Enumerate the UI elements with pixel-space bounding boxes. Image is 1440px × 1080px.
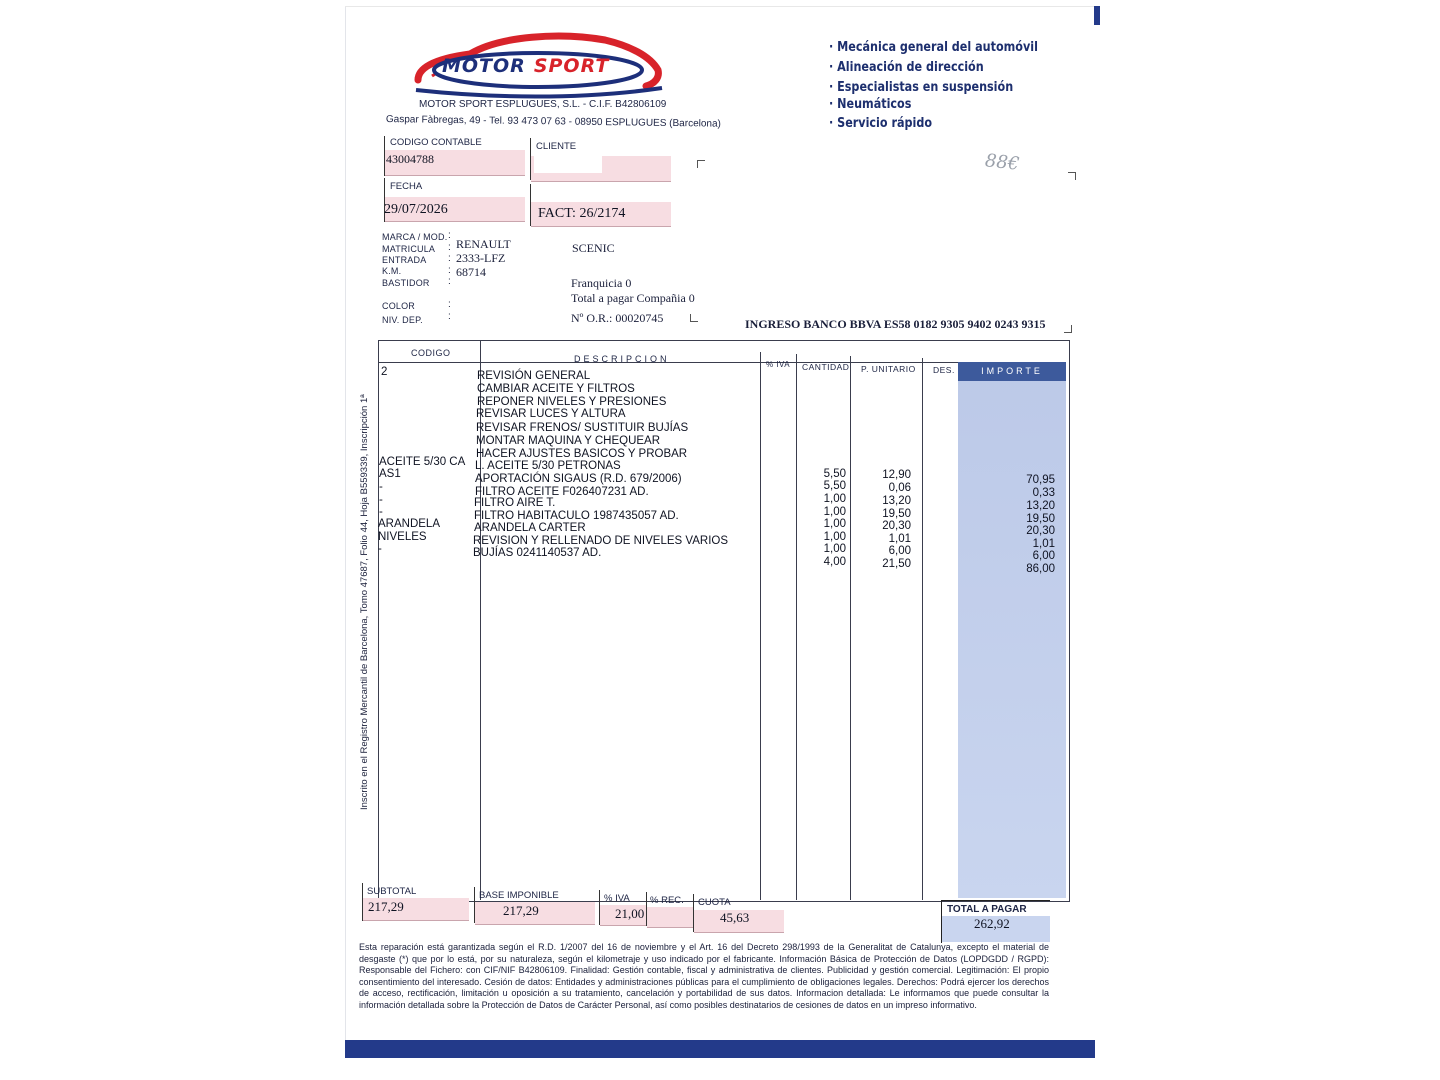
item-importe: 86,00 xyxy=(1026,563,1055,575)
item-importe: 6,00 xyxy=(1032,550,1055,562)
item-description: REVISAR LUCES Y ALTURA xyxy=(476,408,626,420)
cuota-value: 45,63 xyxy=(720,910,750,925)
item-code: ACEITE 5/30 CA xyxy=(379,456,466,468)
total-value: 262,92 xyxy=(974,916,1010,931)
item-importe: 19,50 xyxy=(1026,513,1055,525)
fecha-value: 29/07/2026 xyxy=(384,202,448,217)
item-cantidad: 1,00 xyxy=(823,518,846,530)
service-item-5: · Servicio rápido xyxy=(829,116,933,131)
item-unitario: 12,90 xyxy=(882,469,911,481)
page-edge-marker xyxy=(1094,6,1100,25)
codigo-contable-value: 43004788 xyxy=(386,152,434,166)
subtotal-value: 217,29 xyxy=(368,899,404,914)
col-divider xyxy=(850,356,851,900)
color-label: COLOR xyxy=(382,301,416,311)
service-item-3: · Especialistas en suspensión xyxy=(829,80,1014,95)
corner-mark xyxy=(1068,172,1076,180)
item-importe: 70,95 xyxy=(1026,474,1055,486)
item-cantidad: 5,50 xyxy=(823,468,846,480)
service-item-4: · Neumáticos xyxy=(829,97,912,112)
orden-reparacion: Nº O.R.: 00020745 xyxy=(571,311,664,325)
item-importe: 20,30 xyxy=(1026,525,1055,537)
base-imponible-value: 217,29 xyxy=(503,903,539,918)
item-description: APORTACIÓN SIGAUS (R.D. 679/2006) xyxy=(475,473,682,485)
logo-word-motor: MOTOR xyxy=(442,55,526,77)
cliente-redaction xyxy=(534,155,602,173)
marca-label: MARCA / MOD. xyxy=(382,232,448,242)
item-cantidad: 1,00 xyxy=(823,543,846,555)
total-label: TOTAL A PAGAR xyxy=(947,904,1027,915)
handwritten-note: 88€ xyxy=(983,150,1021,175)
item-cantidad: 4,00 xyxy=(823,556,846,568)
km-value: 68714 xyxy=(456,265,486,279)
item-description: FILTRO ACEITE F026407231 AD. xyxy=(475,486,649,498)
recargo-field xyxy=(647,907,693,928)
item-description: L. ACEITE 5/30 PETRONAS xyxy=(475,460,621,472)
marca-value: RENAULT xyxy=(456,237,511,251)
importe-column xyxy=(958,362,1066,898)
item-description: MONTAR MAQUINA Y CHEQUEAR xyxy=(476,435,661,447)
item-code: - xyxy=(379,506,383,518)
item-unitario: 20,30 xyxy=(882,520,911,532)
codigo-contable-label: CODIGO CONTABLE xyxy=(390,137,482,148)
matricula-value: 2333-LFZ xyxy=(456,251,506,265)
item-code: ARANDELA xyxy=(378,518,440,530)
franquicia-value: Franquicia 0 xyxy=(571,276,632,290)
codigo-header: CODIGO xyxy=(411,348,451,358)
item-unitario: 13,20 xyxy=(882,495,911,507)
fecha-label: FECHA xyxy=(390,181,423,192)
km-label: K.M. xyxy=(382,266,402,276)
item-code: - xyxy=(379,481,383,493)
descripcion-header: DESCRIPCION xyxy=(574,354,670,364)
corner-mark xyxy=(1064,325,1072,333)
item-cantidad: 1,00 xyxy=(823,506,846,518)
motor-sport-logo xyxy=(410,26,666,102)
corner-mark xyxy=(690,314,698,322)
item-description: BUJÍAS 0241140537 AD. xyxy=(473,547,602,559)
item-code: 2 xyxy=(381,366,388,378)
col-divider xyxy=(796,354,797,900)
item-description: FILTRO AIRE T. xyxy=(474,497,556,509)
logo-word-sport: SPORT xyxy=(533,55,610,77)
total-compania-value: Total a pagar Compañia 0 xyxy=(571,291,695,305)
page-bottom-band xyxy=(345,1040,1095,1058)
item-description: REPONER NIVELES Y PRESIONES xyxy=(477,396,667,408)
item-description: REVISAR FRENOS/ SUSTITUIR BUJÍAS xyxy=(476,422,689,434)
item-cantidad: 1,00 xyxy=(823,531,846,543)
cantidad-header: CANTIDAD xyxy=(802,362,850,372)
item-unitario: 21,50 xyxy=(882,558,911,570)
item-importe: 0,33 xyxy=(1032,487,1055,499)
col-divider xyxy=(922,358,923,900)
item-description: REVISION Y RELLENADO DE NIVELES VARIOS xyxy=(473,535,729,547)
legal-notice: Esta reparación está garantizada según el R.D. 1/2007 del 16 de noviembre y el Art. 16 del Decreto 298/1993 de la Generalitat de Catalunya, excepto el material de desgaste (*) que por lo está, por su naturaleza, según el kilometraje y uso indicado por el fabricante. Información Básica de Protección de Datos (LOPDGDD / RGPD): Responsable del Fichero: con CIF/NIF B42806109. Finalidad: Gestión contable, fiscal y administrativa de clientes. Publicidad y gestión comercial. Legitimación: El propio consentimiento del interesado. Cesión de datos: Entidades y administraciones públicas para el cumplimiento de obligaciones legales. Derechos: Podrá ejercer los derechos de acceso, rectificación, limitación u oposición a su tratamiento, cancelación y portabilidad de sus datos. Informacion detallada: Le informamos que puede consultar la información detallada sobre la Protección de Datos de Carácter Personal, así como posibles destinatarios de cesiones de datos en un impreso informativo. xyxy=(359,942,1049,1010)
base-imponible-label: BASE IMPONIBLE xyxy=(479,890,559,901)
matricula-label: MATRICULA xyxy=(382,244,436,254)
logo-wordmark xyxy=(442,55,609,77)
nivel-deposito-label: NIV. DEP. xyxy=(382,315,423,325)
page-top-edge xyxy=(345,6,1095,7)
vehicle-colons: : : : : : : : xyxy=(448,230,451,322)
item-unitario: 19,50 xyxy=(882,508,911,520)
service-item-1: · Mecánica general del automóvil xyxy=(829,40,1038,55)
item-description: FILTRO HABITACULO 1987435057 AD. xyxy=(474,510,679,522)
item-description: ARANDELA CARTER xyxy=(474,522,586,534)
bastidor-label: BASTIDOR xyxy=(382,278,430,288)
item-unitario: 6,00 xyxy=(888,545,911,557)
ingreso-banco: INGRESO BANCO BBVA ES58 0182 9305 9402 0243 9315 xyxy=(745,317,1046,331)
col-divider xyxy=(760,352,761,900)
item-cantidad: 1,00 xyxy=(823,493,846,505)
item-importe: 13,20 xyxy=(1026,500,1055,512)
subtotal-label: SUBTOTAL xyxy=(367,886,417,897)
item-importe: 1,01 xyxy=(1032,538,1055,550)
item-cantidad: 5,50 xyxy=(823,480,846,492)
recargo-label: % REC. xyxy=(650,895,684,906)
item-code: AS1 xyxy=(379,468,401,480)
item-code: - xyxy=(378,543,382,555)
company-address: Gaspar Fàbregas, 49 - Tel. 93 473 07 63 - 08950 ESPLUGUES (Barcelona) xyxy=(385,114,721,130)
item-description: HACER AJUSTES BASICOS Y PROBAR xyxy=(476,448,688,460)
importe-header: IMPORTE xyxy=(958,362,1066,381)
des-header: DES. xyxy=(933,365,955,375)
cliente-label: CLIENTE xyxy=(536,141,577,152)
iva-header: % IVA xyxy=(766,360,791,369)
item-code: - xyxy=(379,494,383,506)
item-code: NIVELES xyxy=(378,531,427,543)
item-description: REVISIÓN GENERAL xyxy=(477,370,591,382)
company-name-cif: MOTOR SPORT ESPLUGUES, S.L. - C.I.F. B42806109 xyxy=(419,99,667,110)
corner-mark xyxy=(697,160,705,168)
iva-value: 21,00 xyxy=(615,906,645,921)
item-description: CAMBIAR ACEITE Y FILTROS xyxy=(477,383,635,395)
entrada-label: ENTRADA xyxy=(382,255,427,265)
unitario-header: P. UNITARIO xyxy=(861,364,916,374)
item-unitario: 0,06 xyxy=(888,482,911,494)
registry-text: Inscrito en el Registro Mercantil de Barcelona, Tomo 47687, Folio 44, Hoja B559339, Inscripción 1ª xyxy=(359,394,370,810)
modelo-value: SCENIC xyxy=(572,241,615,255)
cuota-label: CUOTA xyxy=(698,897,731,908)
service-item-2: · Alineación de dirección xyxy=(829,60,984,75)
item-unitario: 1,01 xyxy=(888,533,911,545)
factura-number: FACT: 26/2174 xyxy=(538,206,626,221)
iva-label: % IVA xyxy=(604,893,630,904)
